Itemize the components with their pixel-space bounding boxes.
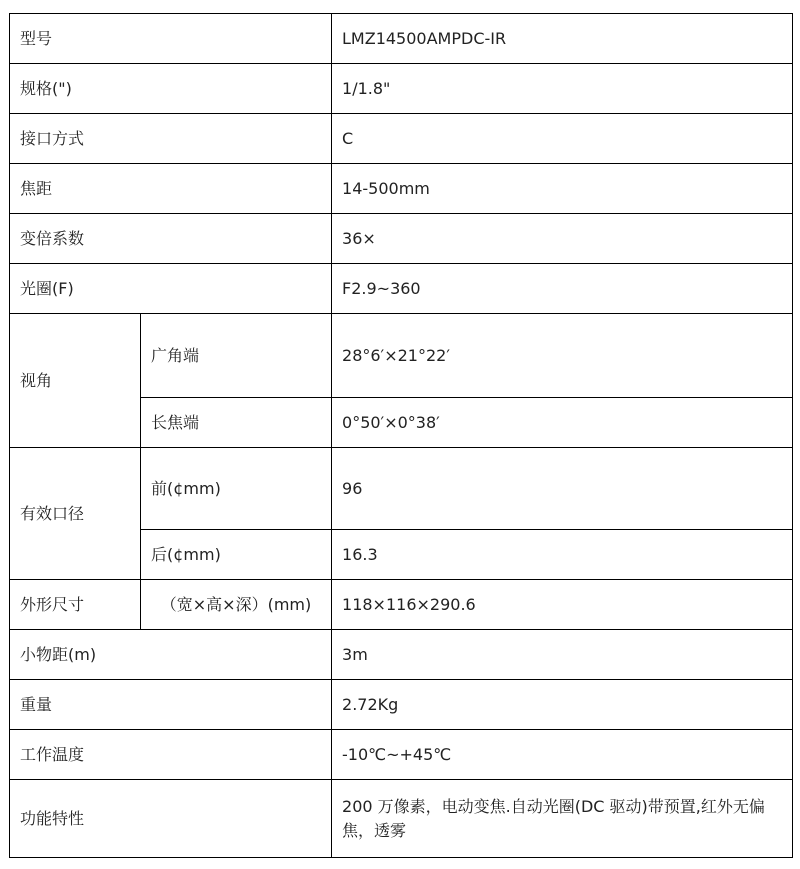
operating-temp-value: -10℃~+45℃ (332, 730, 793, 780)
dimensions-label: 外形尺寸 (10, 580, 141, 630)
aperture-label: 光圈(F) (10, 264, 332, 314)
table-row-weight (10, 680, 793, 730)
focal-length-label: 焦距 (10, 164, 332, 214)
features-value: 200 万像素，电动变焦.自动光圈(DC 驱动)带预置,红外无偏焦，透雾 (332, 780, 793, 858)
zoom-ratio-label: 变倍系数 (10, 214, 332, 264)
aperture-front-value: 96 (332, 448, 793, 530)
fov-label: 视角 (10, 314, 141, 448)
table-row-zoom-ratio (10, 214, 793, 264)
dimensions-value: 118×116×290.6 (332, 580, 793, 630)
fov-wide-value: 28°6′×21°22′ (332, 314, 793, 398)
focal-length-value: 14-500mm (332, 164, 793, 214)
table-row-fov-wide (10, 314, 793, 398)
fov-tele-value: 0°50′×0°38′ (332, 398, 793, 448)
effective-aperture-label: 有效口径 (10, 448, 141, 580)
table-row-aperture-front (10, 448, 793, 530)
weight-value: 2.72Kg (332, 680, 793, 730)
fov-wide-label: 广角端 (141, 314, 332, 398)
fov-tele-label: 长焦端 (141, 398, 332, 448)
zoom-ratio-value: 36× (332, 214, 793, 264)
features-label: 功能特性 (10, 780, 332, 858)
table-row-operating-temp (10, 730, 793, 780)
table-row-features (10, 780, 793, 858)
table-row-model (10, 14, 793, 64)
table-row-format (10, 64, 793, 114)
aperture-value: F2.9~360 (332, 264, 793, 314)
table-row-dimensions (10, 580, 793, 630)
table-row-focal-length (10, 164, 793, 214)
table-row-mount (10, 114, 793, 164)
model-label: 型号 (10, 14, 332, 64)
table-row-aperture (10, 264, 793, 314)
format-value: 1/1.8" (332, 64, 793, 114)
min-object-distance-label: 小物距(m) (10, 630, 332, 680)
aperture-rear-value: 16.3 (332, 530, 793, 580)
table-row-min-object-distance (10, 630, 793, 680)
model-value: LMZ14500AMPDC-IR (332, 14, 793, 64)
mount-value: C (332, 114, 793, 164)
format-label: 规格(") (10, 64, 332, 114)
min-object-distance-value: 3m (332, 630, 793, 680)
operating-temp-label: 工作温度 (10, 730, 332, 780)
weight-label: 重量 (10, 680, 332, 730)
mount-label: 接口方式 (10, 114, 332, 164)
dimensions-unit-label: （宽×高×深）(mm) (141, 580, 332, 630)
spec-table (9, 13, 793, 858)
aperture-front-label: 前(¢mm) (141, 448, 332, 530)
aperture-rear-label: 后(¢mm) (141, 530, 332, 580)
